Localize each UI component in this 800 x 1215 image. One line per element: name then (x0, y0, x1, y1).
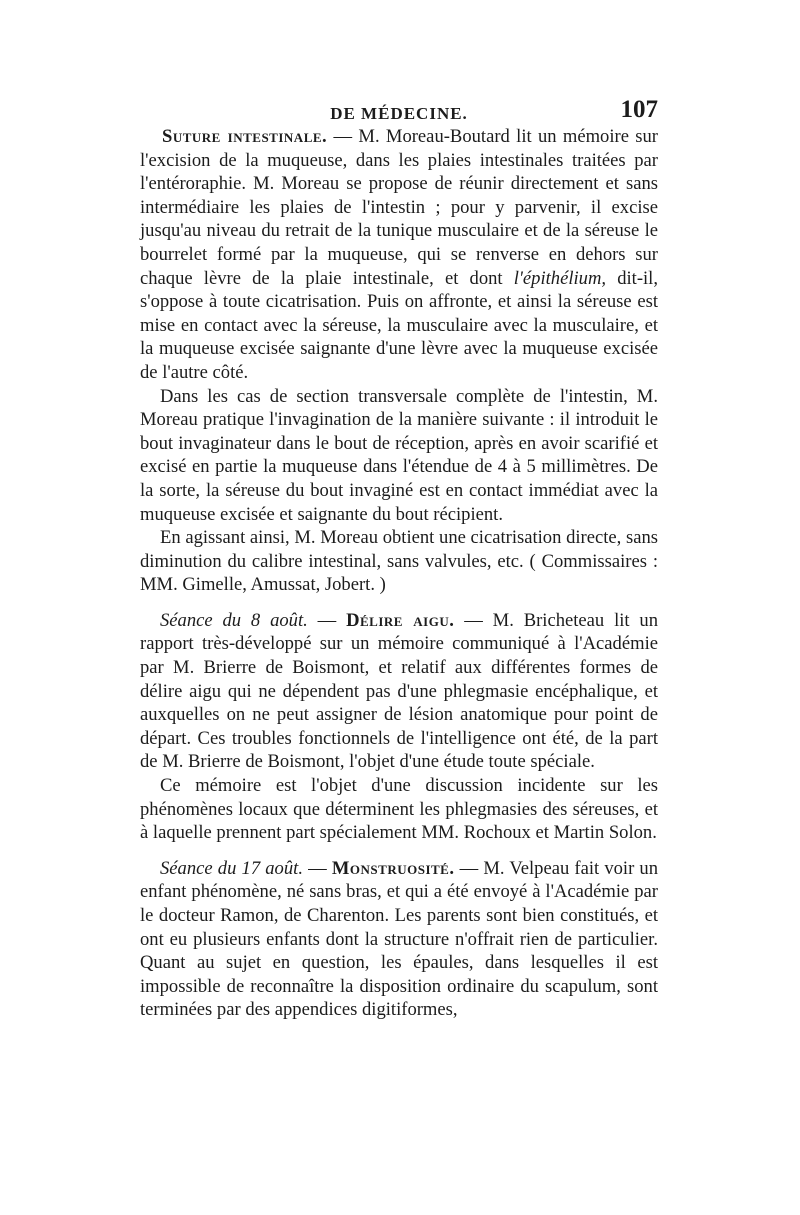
paragraph-seance-8-aout (140, 609, 658, 774)
section-heading-delire: Délire aigu. (346, 609, 455, 631)
session-date: Séance du 8 août. (160, 609, 308, 631)
paragraph-suture-intestinale (140, 125, 658, 385)
section-heading-suture: Suture intestinale. (162, 126, 328, 147)
section-heading-monstruosite: Monstruosité. (331, 857, 455, 879)
paragraph-seance-17-aout (140, 857, 658, 1022)
paragraph-commissaires: En agissant ainsi, M. Moreau obtient une cicatrisation directe, sans diminution du calibre intestinal, sans valvules, etc. ( Commissaires : MM. Gimelle, Amussat, Jobert. ) (140, 527, 658, 596)
body-text (140, 125, 658, 1022)
running-title: DE MÉDECINE. (330, 104, 468, 123)
paragraph-text: dit-il, s'oppose à toute cicatrisation. Puis on affronte, et ainsi la séreuse est mise en contact avec la séreuse, la musculaire avec la musculaire, et la muqueuse excisée saignante d'une lèvre avec la muqueuse excisée de l'autre côté. (140, 267, 658, 383)
paragraph-text: — M. Bricheteau lit un rapport très-développé sur un mémoire communiqué à l'Académie par M. Brierre de Boismont, et relatif aux différentes formes de délire aigu qui ne dépendent pas d'une phlegmasie encéphalique, et auxquelles on ne peut assigner de lésion anatomique pour point de départ. Ces troubles fonctionnels de l'intelligence ont été, de la part de M. Brierre de Boismont, l'objet d'une étude toute spéciale. (140, 609, 658, 773)
dash: — (302, 857, 332, 879)
dash: — (307, 609, 347, 631)
paragraph-text: — M. Velpeau fait voir un enfant phénomène, né sans bras, et qui a été envoyé à l'Académie par le docteur Ramon, de Charenton. Les parents sont bien constitués, et ont eu plusieurs enfants dont la structure n'offrait rien de particulier. Quant au sujet en question, les épaules, dans lesquelles il est impossible de reconnaître la disposition ordinaire du scapulum, sont terminées par des appendices digitiformes, (140, 857, 659, 1021)
paragraph-text: — M. Moreau-Boutard lit un mémoire sur l'excision de la muqueuse, dans les plaies intestinales traitées par l'entéroraphie. M. Moreau se propose de réunir directement et sans intermédiaire les plaies de l'intestin ; pour y parvenir, il excise jusqu'au niveau du retrait de la tunique musculaire et de la séreuse le bourrelet formé par la muqueuse, qui se renverse en dehors sur chaque lèvre de la plaie intestinale, et dont (140, 126, 658, 289)
italic-term: l'épithélium, (513, 267, 607, 289)
paragraph-discussion: Ce mémoire est l'objet d'une discussion incidente sur les phénomènes locaux que déterminent les phlegmasies des séreuses, et à laquelle prennent part spécialement MM. Rochoux et Martin Solon. (140, 775, 658, 844)
page-number: 107 (620, 96, 658, 123)
paragraph-invagination: Dans les cas de section transversale complète de l'intestin, M. Moreau pratique l'invagination de la manière suivante : il introduit le bout invaginateur dans le bout de réception, après en avoir scarifié et excisé en partie la muqueuse dans l'étendue de 4 à 5 millimètres. De la sorte, la séreuse du bout invaginé est en contact immédiat avec la muqueuse excisée et saignante du bout récipient. (140, 385, 658, 525)
session-date: Séance du 17 août. (160, 857, 303, 879)
